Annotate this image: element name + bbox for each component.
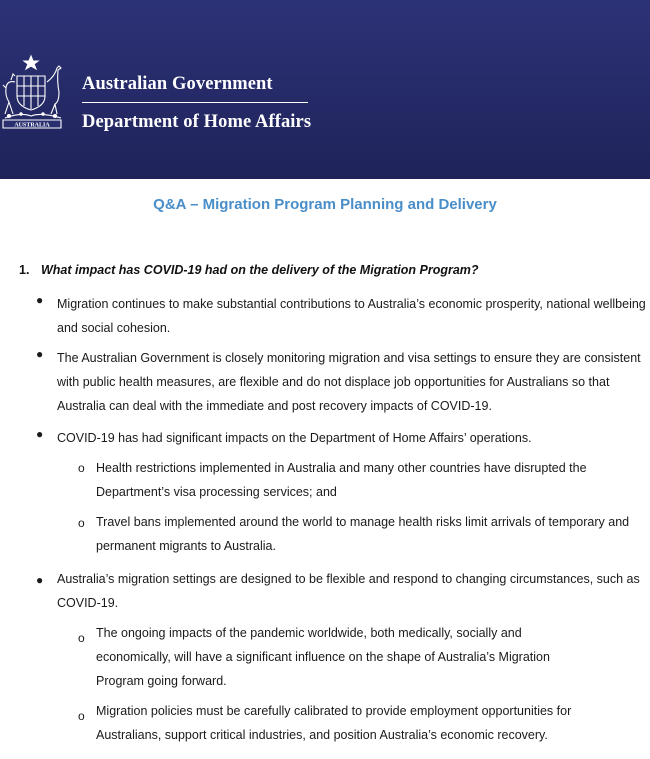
bullet-item xyxy=(57,346,641,418)
bullet-item xyxy=(57,426,532,450)
sub-bullet-item xyxy=(96,510,629,558)
question-text: What impact has COVID-19 had on the delivery of the Migration Program? xyxy=(41,263,479,277)
sub-bullet-item xyxy=(96,621,550,693)
sub-bullet-line: Migration policies must be carefully calibrated to provide employment opportunities for xyxy=(96,704,572,718)
header-banner xyxy=(0,0,650,179)
sub-bullet-line: Australians, support critical industries, and position Australia’s economic recovery. xyxy=(96,728,548,742)
sub-bullet-item xyxy=(96,456,587,504)
department-title: Department of Home Affairs xyxy=(82,112,312,132)
question-number: 1. xyxy=(19,263,30,277)
document-title: Q&A – Migration Program Planning and Delivery xyxy=(153,196,497,213)
bullet-icon: ● xyxy=(36,293,44,307)
bullet-line: COVID-19. xyxy=(57,596,119,610)
bullet-icon: ● xyxy=(36,347,44,361)
bullet-icon: ● xyxy=(36,573,44,587)
sub-bullet-icon: o xyxy=(78,516,85,530)
sub-bullet-line: Health restrictions implemented in Australia and many other countries have disrupted the xyxy=(96,461,587,475)
sub-bullet-line: Travel bans implemented around the world to manage health risks limit arrivals of temporary and xyxy=(96,515,630,529)
bullet-icon: ● xyxy=(36,427,44,441)
bullet-item xyxy=(57,567,640,615)
sub-bullet-line: permanent migrants to Australia. xyxy=(96,539,276,553)
bullet-line: The Australian Government is closely monitoring migration and visa settings to ensure they are consistent xyxy=(57,351,641,365)
question-heading xyxy=(19,263,479,277)
sub-bullet-line: economically, will have a significant influence on the shape of Australia’s Migration xyxy=(96,650,550,664)
government-title: Australian Government xyxy=(82,74,273,94)
sub-bullet-icon: o xyxy=(78,461,85,475)
coat-of-arms-icon xyxy=(1,52,65,132)
crest-motto: AUSTRALIA xyxy=(14,122,50,129)
sub-bullet-item xyxy=(96,699,571,747)
bullet-line: COVID-19 has had significant impacts on the Department of Home Affairs’ operations. xyxy=(57,431,532,445)
bullet-line: Australia can deal with the immediate and post recovery impacts of COVID-19. xyxy=(57,399,492,413)
sub-bullet-line: The ongoing impacts of the pandemic worldwide, both medically, socially and xyxy=(96,626,522,640)
bullet-line: and social cohesion. xyxy=(57,321,171,335)
header-divider xyxy=(82,102,308,103)
sub-bullet-icon: o xyxy=(78,631,85,645)
sub-bullet-line: Department’s visa processing services; and xyxy=(96,485,337,499)
sub-bullet-icon: o xyxy=(78,709,85,723)
bullet-line: Migration continues to make substantial contributions to Australia’s economic prosperity, national wellbeing xyxy=(57,297,646,311)
bullet-line: with public health measures, are flexible and do not displace job opportunities for Australians so that xyxy=(57,375,610,389)
bullet-item xyxy=(57,292,646,340)
sub-bullet-line: Program going forward. xyxy=(96,674,227,688)
bullet-line: Australia’s migration settings are designed to be flexible and respond to changing circumstances, such as xyxy=(57,572,640,586)
